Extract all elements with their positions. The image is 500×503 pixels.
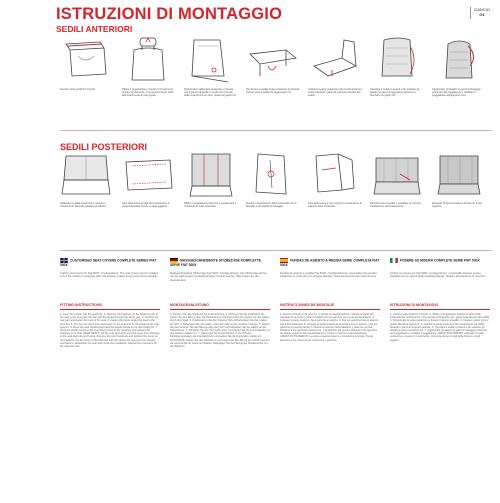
front-step-1-caption: Inserire nella guida P1 il bordo <box>60 88 96 91</box>
column-3-intro: Fundas de asiento a medida Fiat 500X. Configuraciones: Las fundas solo pueden instalarse en vehículos con airbags laterales. Siga atentamente las instrucciones. <box>280 272 378 279</box>
rear-step-5-caption: Fare attenzione a non coprire il meccanismo di sgancio dello schienale. <box>308 202 362 209</box>
belt-cut-detail-icon <box>122 150 176 200</box>
language-column-1 <box>60 258 160 503</box>
release-mechanism-icon <box>308 150 362 200</box>
column-4-heading <box>390 258 490 270</box>
rear-bench-icon <box>60 150 114 200</box>
front-step-2-illustration <box>122 36 176 86</box>
language-column-4 <box>390 258 490 503</box>
rear-step-3-illustration <box>184 150 238 200</box>
column-3-heading <box>280 258 380 270</box>
column-3-body: 1. Inserte el borde en la guía P1. 2. Retire el reposacabezas, coloque la parte del respaldo de la funda y pase la solapa con los ganchos por la ranura del asiento. 3. Coloque la parte trasera y fije el gancho al asiento. 4. Fije los ganchos bajo el asiento a la barra delantera. 5. Coloque la parte trasera de la funda sobre el asiento y fije los ganchos al soporte lateral. 6. Mueva el asiento hacia adelante y pase las gomas elásticas a los ganchos traseros G1. 7. Enganche las gomas elásticas a los ganchos de fijación traseros del reposacabezas y vuelva a colocar el reposacabezas. ASIENTOS TRASEROS: Levante el asiento trasero e introduzca la funda. Preste atención a los cortes de los cinturones y ganchos. <box>280 313 379 342</box>
column-1-heading-text: CUSTOMISED SEAT COVERS COMPLETE SERIES FIAT 500X <box>60 258 157 267</box>
rear-backrest-icon <box>184 150 238 200</box>
column-4-body: 1. Inserire nella guida P1 il bordo. 2. Sfilare il poggiatesta, calzare la parte dello schienale del rivestimento e far passare la linguetta con i ganci nella fessura del sedile. 3. Posizionare la parte posteriore e fissare il gancio al sedile. 4. Fissare i ganci sotto il sedile alla barra anteriore. 5. Calzare la parte posteriore del rivestimento sul sedile fissando i ganci al supporto laterale. 6. Spostare il sedile in avanti e far passare gli elastici ai ganci posteriori G1. 7. Agganciare gli elastici ai ganci di fissaggio posteriori del poggiatesta e reinfilare il poggiatesta. SEDILI POSTERIORI: sollevare il sedile posteriore e inserire il rivestimento. Fare attenzione ai tagli delle cinture e degli agganci. <box>390 313 490 342</box>
opposite-side-icon <box>432 150 486 200</box>
page-title: ISTRUZIONI DI MONTAGGIO <box>56 5 283 23</box>
column-1-body: 1. Insert the bolster into the guide P1. 2. Remove the headrest, fit the backrest part of the seat cover and pass the flap with the hooks through the seat's gap. 3. Position the rear part and fasten the hook to the seat. 4. Fasten the hooks under the seat to the front bar. 5. Put the rear part of the seat cover on the seat and fix the hooks at the side support. 6. Move the seat forward and pass the elastic bands to the rear hooks G1. 7. Hook the elastic bands to the rear fixing hooks of the headrest and reinsert the headrest in its hole. REAR SEATS: Lift the rear seat and insert the cover. Pay attention to the seat belt cuts and hooks. Remove the rear headrests and position the cover on the backrest. Fix the cover of the backrest with the straps. Do not cover the release mechanism. Reposition the seat and check the installation. Repeat the procedure for the opposite side. <box>60 313 160 349</box>
seat-back-hook-icon <box>184 36 238 86</box>
column-4-heading-text: FODERE SU MISURA COMPLETE SERIE FIAT 500X <box>400 258 480 263</box>
under-seat-hook-icon <box>246 36 300 86</box>
front-step-4-caption: Per fissare a sedile il lato posteriore le fascette interne sotto il sedile da agganciare G1. <box>246 88 300 95</box>
text-section-divider <box>60 250 492 251</box>
column-1-intro: Carbon seat covers for Fiat 500X. Configurations: The seat covers can be installed only if the vehicle is equipped with side airbags. Follow these instructions carefully. <box>60 272 159 279</box>
hook-code-label: GANCIO <box>474 7 490 12</box>
language-column-3 <box>280 258 380 503</box>
seat-guide-icon <box>60 36 114 86</box>
column-2-fitting-title: MONTAGEANLEITUNG <box>170 303 270 310</box>
column-2-body: 1. Stecken Sie den Schlauch P1 in die Führung. 2. Nehmen Sie die Kopfstütze ab, ziehen Sie den Bezug über die Rückenlehne und führen Sie die Lasche mit den Haken durch den Spalt. 3. Positionieren Sie den hinteren Teil und befestigen Sie den Haken am Sitz. 4. Befestigen Sie die Haken unter dem Sitz an der vorderen Stange. 5. Ziehen Sie den hinteren Teil des Bezugs über den Sitz und befestigen Sie die Haken an der Seitenstütze. 6. Schieben Sie den Sitz nach vorne und führen Sie die Gummibänder zu den hinteren Haken G1. 7. Haken Sie die Gummibänder in die hinteren Befestigungshaken der Kopfstütze ein und setzen Sie die Kopfstütze wieder ein. RÜCKSITZE: Heben Sie den Rücksitz an und legen Sie den Bezug ein. Achten Sie auf die Ausschnitte für Gurte und Haken. Befestigen Sie den Bezug der Rückenlehne mit den Bändern. <box>170 313 270 349</box>
front-step-2-caption: Sfilare il poggiatesta e inserire il rivestimento di solo fornitemente. Il terrecento bordo solle alla brachi lesta di parti guida. <box>122 88 174 98</box>
headrest-removal-icon <box>122 36 176 86</box>
front-step-1-illustration <box>60 36 114 86</box>
rear-step-6-caption: Riposizionare il sedile e verificare la corretta installazione del rivestimento. <box>370 202 421 209</box>
section-divider <box>60 130 492 131</box>
seat-forward-elastic-icon <box>370 36 424 86</box>
column-3-heading-text: FUNDAS DE ASIENTO A MEDIDA SERIE COMPLETA FIAT 500X <box>280 258 380 267</box>
front-step-5-illustration <box>308 36 362 86</box>
rear-step-4-illustration <box>246 150 300 200</box>
front-step-3-illustration <box>184 36 238 86</box>
backrest-strap-icon <box>246 150 300 200</box>
column-2-intro: Maßgeschneiderte Sitzbezüge Fiat 500X. Konfigurationen: Die Sitzbezüge dürfen nur bei Fahrzeugen mit Seitenairbags montiert werden. Bitte folgen Sie den Anweisungen. <box>170 272 267 282</box>
column-2-heading <box>170 258 270 270</box>
column-1-fitting-title: FITTING INSTRUCTIONS <box>60 303 160 310</box>
installed-rear-seat-icon <box>370 150 424 200</box>
rear-step-2-caption: Fare attenzione ai tagli del rivestimento in prossimità delle cinture e degli agganci. <box>122 202 170 209</box>
rear-step-2-illustration <box>122 150 176 200</box>
column-1-heading <box>60 258 160 270</box>
column-2-heading-text: MASSGESCHNEIDERTE SITZBEZÜGE KOMPLETTE SERIE FIAT 500X <box>170 258 261 267</box>
front-step-5-caption: Calzare la parte posteriore del rivestimento sul sedile fissando i ganci al supporto laterale del sedile. <box>308 88 362 98</box>
rear-step-7-illustration <box>432 150 486 200</box>
rear-step-5-illustration <box>308 150 362 200</box>
rear-step-7-caption: Eseguire l'intera procedura anche per il lato opposto. <box>432 202 482 209</box>
flag-icon <box>390 258 398 263</box>
rear-step-4-caption: Fissare il rivestimento dello schienale con le fascette e gli elastici di fissaggio. <box>246 202 297 209</box>
front-step-3-caption: Posizionare nella parte posteriore e fissare con il gancio al sedile in modo che il bordo della copertura a un sirco riposti sul ganci G1. <box>184 88 237 98</box>
rear-step-1-illustration <box>60 150 114 200</box>
hook-code-value: G1 <box>479 12 485 17</box>
column-3-fitting-title: INSTRUCCIONES DE MONTAJE <box>280 303 380 310</box>
rear-step-6-illustration <box>370 150 424 200</box>
column-4-intro: Fodere su misura per Fiat 500X. Configurazioni: i coprisedili possono essere installati solo su veicoli dotati di airbag laterali. Seguire attentamente le istruzioni. <box>390 272 487 279</box>
front-step-6-illustration <box>370 36 424 86</box>
seat-side-support-icon <box>308 36 362 86</box>
column-4-fitting-title: ISTRUZIONI DI MONTAGGIO <box>390 303 490 310</box>
front-step-6-caption: Spostare il sedile in avanti e far passare gli elastici ai ganci di aggancio posteriore e bloccarlo coi ganci G1. <box>370 88 420 98</box>
language-column-2 <box>170 258 270 503</box>
front-step-4-illustration <box>246 36 300 86</box>
headrest-elastic-icon <box>432 36 486 86</box>
rear-seats-heading: SEDILI POSTERIORI <box>60 142 148 152</box>
front-step-7-illustration <box>432 36 486 86</box>
hook-code-box <box>470 7 493 19</box>
front-seats-heading: SEDILI ANTERIORI <box>56 24 133 34</box>
rear-step-3-caption: Sfilare i poggiatesta posteriori e posizionare il rivestimento sullo schienale. <box>184 202 237 209</box>
rear-step-1-caption: Sollevare il sedile posteriore e inserire il rivestimento facendo passare gli elastici. <box>60 202 107 209</box>
front-step-7-caption: Agganciare gli elastici ai ganci di fissaggio posteriori del poggiatesta e reinfilare il poggiatesta nell'apposito foro. <box>432 88 481 98</box>
